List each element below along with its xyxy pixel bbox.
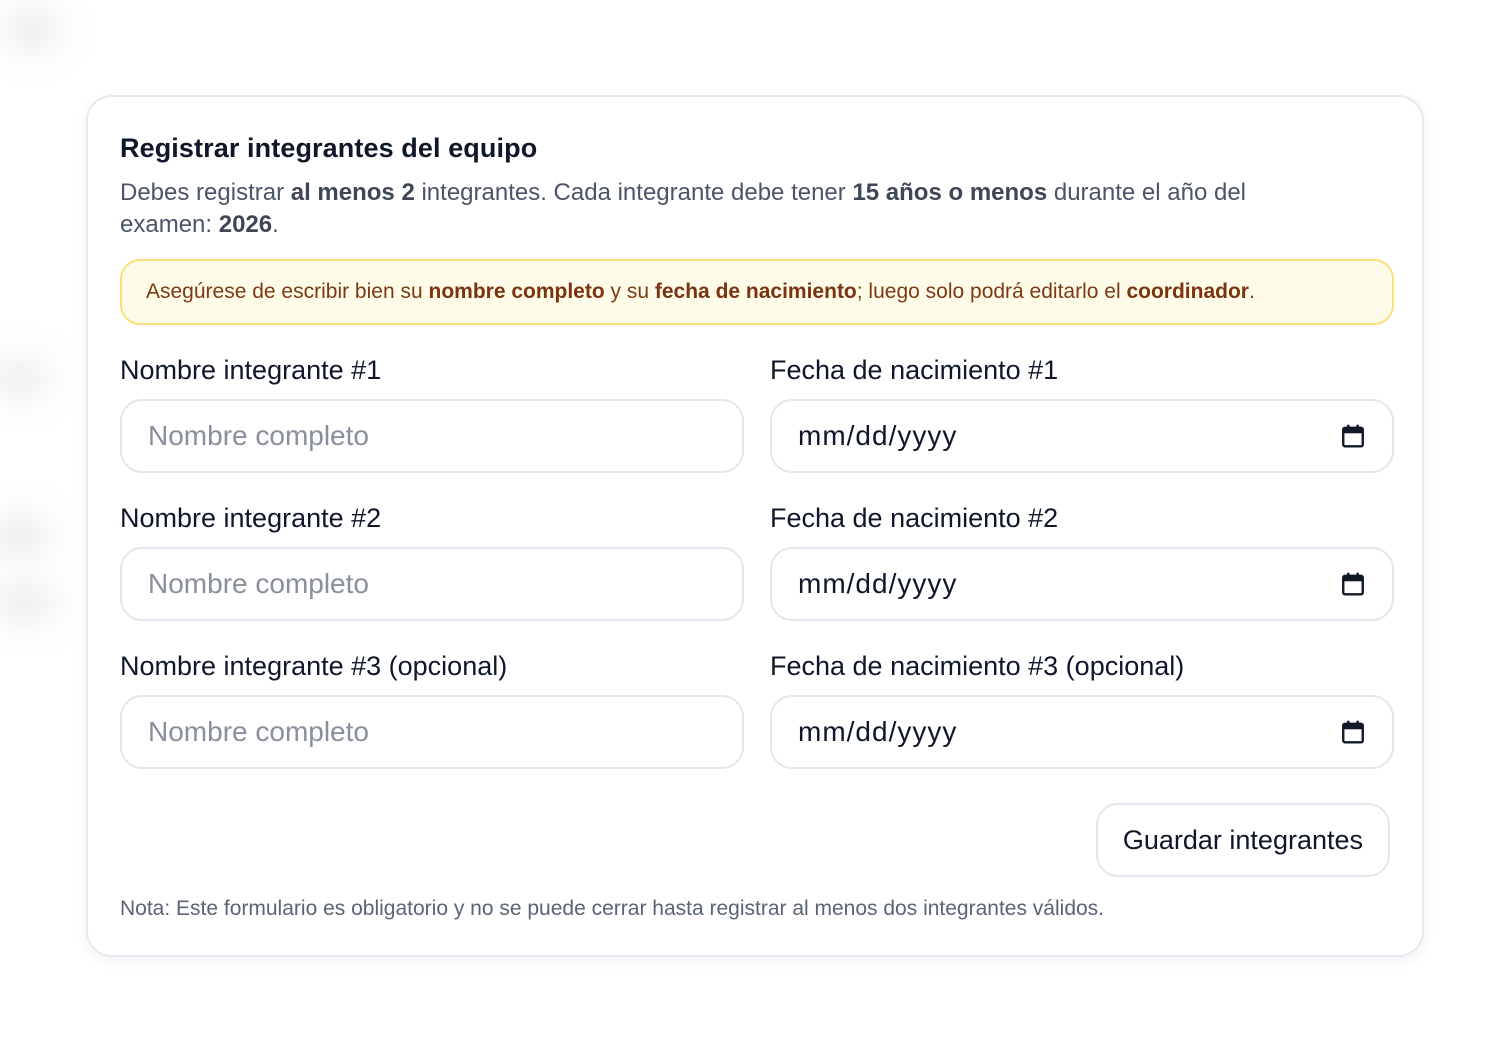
description-min-members: al menos 2 [290,179,415,206]
member-1-date-label: Fecha de nacimiento #1 [770,355,1059,385]
description-text: Debes registrar [120,179,291,206]
form-title: Registrar integrantes del equipo [120,133,538,163]
member-3-date-placeholder: mm/dd/yyyy [798,716,958,747]
save-members-button[interactable]: Guardar integrantes [1096,803,1390,877]
member-2-name-input[interactable] [148,568,716,600]
form-description [120,177,1340,241]
member-3-name-field-box [120,695,744,769]
alert-text-part: . [1248,280,1255,303]
member-2-date-input[interactable] [770,547,1394,621]
alert-text-part: ; luego solo podrá editarlo el [856,280,1127,303]
blurred-shape [0,516,50,556]
blurred-shape [4,10,60,50]
blurred-shape [0,360,50,396]
blurred-shape [0,586,60,620]
member-2-name-label: Nombre integrante #2 [120,503,382,533]
alert-text [146,280,1255,304]
member-1-name-field-box [120,399,744,473]
alert-full-name: nombre completo [428,280,605,303]
description-exam-year: 2026 [218,211,273,238]
form-note: Nota: Este formulario es obligatorio y no se puede cerrar hasta registrar al menos dos integrantes válidos. [120,897,1105,920]
member-1-name-input[interactable] [148,420,716,452]
calendar-icon[interactable] [1340,423,1366,449]
description-text: integrantes. Cada integrante debe tener [414,179,853,206]
member-3-date-label: Fecha de nacimiento #3 (opcional) [770,651,1185,681]
team-members-form-card [86,95,1424,957]
calendar-icon[interactable] [1340,719,1366,745]
alert-text-part: Asegúrese de escribir bien su [146,280,429,303]
alert-text-part: y su [604,280,655,303]
member-3-name-label: Nombre integrante #3 (opcional) [120,651,508,681]
member-3-name-input[interactable] [148,716,716,748]
warning-alert [120,259,1394,325]
description-age-limit: 15 años o menos [852,179,1048,206]
member-2-date-placeholder: mm/dd/yyyy [798,568,958,599]
member-1-date-placeholder: mm/dd/yyyy [798,420,958,451]
member-1-name-label: Nombre integrante #1 [120,355,382,385]
member-3-date-input[interactable] [770,695,1394,769]
member-2-date-label: Fecha de nacimiento #2 [770,503,1059,533]
alert-birth-date: fecha de nacimiento [654,280,857,303]
member-1-date-input[interactable] [770,399,1394,473]
member-2-name-field-box [120,547,744,621]
description-text: durante el año del examen: [120,179,1246,238]
calendar-icon[interactable] [1340,571,1366,597]
description-text: . [272,211,279,238]
alert-coordinator: coordinador [1126,280,1249,303]
